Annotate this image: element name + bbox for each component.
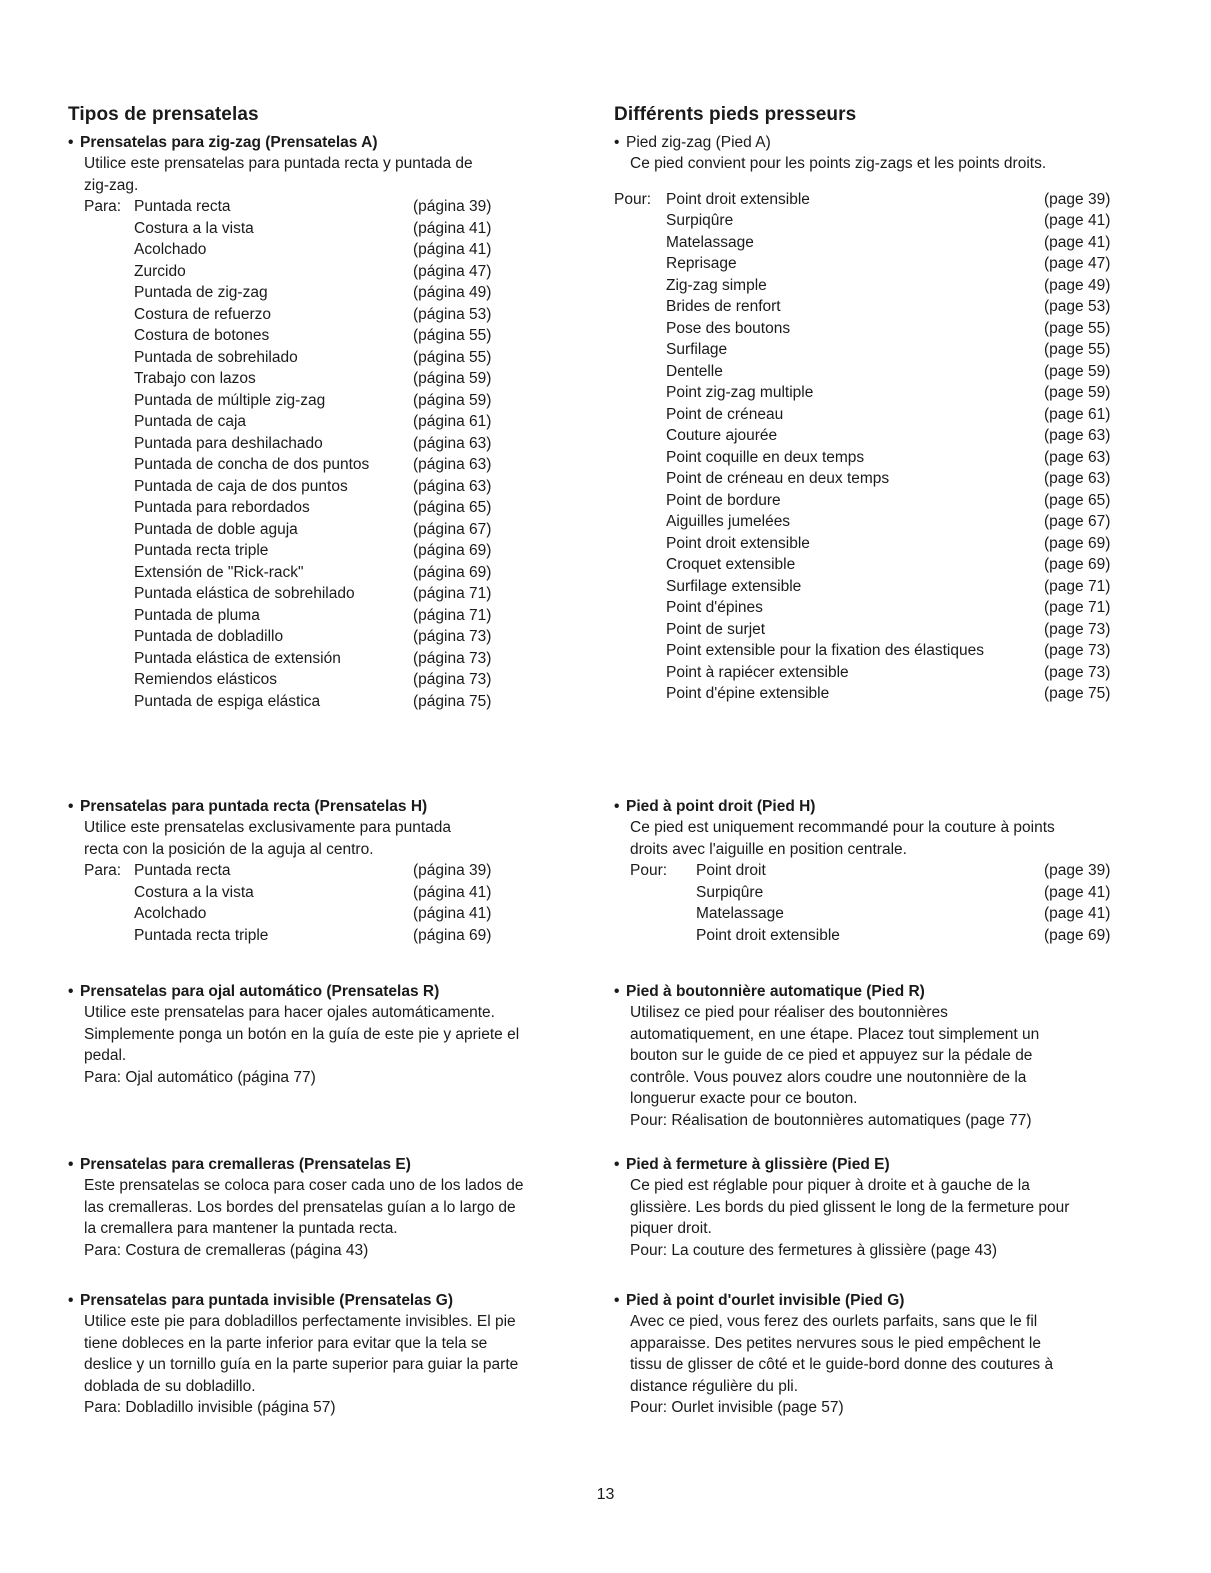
list-indent	[614, 275, 666, 297]
list-indent	[68, 497, 134, 519]
section-fr-r	[614, 981, 1174, 1131]
list-indent	[68, 626, 134, 648]
list-es-h	[68, 860, 598, 946]
page-ref: (page 69)	[1044, 556, 1111, 573]
item-name: Point zig-zag multiple	[666, 384, 814, 401]
list-indent	[614, 683, 666, 705]
list-item	[68, 669, 598, 691]
desc-line: automatiquement, en une étape. Placez tout simplement un	[630, 1025, 1040, 1043]
item-name: Costura a la vista	[134, 219, 254, 237]
item-name: Pose des boutons	[666, 319, 791, 337]
item-name: Point de créneau en deux temps	[666, 470, 890, 487]
list-label: Pour:	[630, 862, 668, 879]
item-name: Zig-zag simple	[666, 276, 767, 294]
section-fr-e	[614, 1154, 1174, 1261]
list-item	[614, 490, 1174, 512]
page-ref: (page 69)	[1044, 926, 1111, 944]
desc-line: Este prensatelas se coloca para coser cada uno de los lados de	[84, 1177, 524, 1194]
desc-es-h	[68, 817, 598, 860]
list-label: Pour:	[614, 190, 652, 208]
page-ref: (page 71)	[1044, 599, 1111, 616]
page-ref: (página 69)	[413, 563, 492, 581]
list-indent	[68, 218, 134, 240]
desc-line: apparaisse. Des petites nervures sous le pied empêchent le	[630, 1334, 1041, 1352]
item-name: Surfilage	[666, 341, 728, 358]
desc-es-e	[68, 1175, 598, 1261]
page-ref: (page 73)	[1044, 620, 1111, 638]
list-indent	[614, 447, 666, 469]
item-name: Matelassage	[666, 233, 754, 251]
page-ref: (page 71)	[1044, 577, 1111, 595]
list-item	[68, 239, 598, 261]
desc-line: pedal.	[84, 1047, 127, 1064]
list-indent	[614, 253, 666, 275]
item-name: Croquet extensible	[666, 556, 796, 573]
desc-line: tiene dobleces en la parte inferior para evitar que la tela se	[84, 1334, 488, 1352]
section-es-r	[68, 981, 598, 1088]
section-fr-a	[614, 132, 1174, 705]
list-indent	[68, 347, 134, 369]
page-ref: (page 59)	[1044, 384, 1111, 401]
item-name: Point de surjet	[666, 620, 766, 638]
list-indent	[68, 261, 134, 283]
item-name: Puntada elástica de extensión	[134, 649, 341, 667]
list-item	[614, 533, 1174, 555]
page-ref: (página 55)	[413, 327, 492, 344]
item-name: Puntada de sobrehilado	[134, 348, 298, 366]
page-ref: (página 41)	[413, 241, 492, 258]
list-indent	[68, 925, 134, 947]
desc-line: Utilisez ce pied pour réaliser des boutonnières	[630, 1004, 948, 1021]
item-name: Acolchado	[134, 241, 207, 258]
page-ref: (página 39)	[413, 198, 492, 215]
list-indent	[68, 476, 134, 498]
list-item	[614, 554, 1174, 576]
list-es-a	[68, 196, 598, 712]
desc-es-g	[68, 1311, 598, 1419]
item-name: Point extensible pour la fixation des élastiques	[666, 642, 984, 659]
list-item	[68, 411, 598, 433]
item-name: Puntada de caja de dos puntos	[134, 477, 348, 495]
list-item	[68, 476, 598, 498]
item-name: Puntada recta triple	[134, 542, 269, 559]
list-indent	[614, 468, 666, 490]
heading-es-r: • Prensatelas para ojal automático (Prensatelas R)	[68, 983, 440, 1000]
page-ref: (page 61)	[1044, 405, 1111, 423]
spanish-column	[68, 104, 598, 1416]
item-name: Point droit	[696, 862, 766, 879]
item-name: Puntada de caja	[134, 413, 247, 430]
desc-line: Utilice este prensatelas para hacer ojales automáticamente.	[84, 1004, 495, 1021]
desc-line: glissière. Les bords du pied glissent le long de la fermeture pour	[630, 1198, 1070, 1216]
list-item	[614, 597, 1174, 619]
list-item	[614, 576, 1174, 598]
page-ref: (página 63)	[413, 434, 492, 452]
section-es-e	[68, 1154, 598, 1261]
item-name: Point de bordure	[666, 491, 781, 509]
list-indent	[614, 554, 666, 576]
page-ref: (página 73)	[413, 649, 492, 667]
list-indent	[68, 519, 134, 541]
page-ref: (page 55)	[1044, 319, 1111, 337]
list-item	[614, 903, 1174, 925]
list-indent	[614, 511, 666, 533]
item-name: Aiguilles jumelées	[666, 513, 791, 530]
list-indent	[68, 605, 134, 627]
desc-fr-r	[614, 1002, 1174, 1131]
page-ref: (page 67)	[1044, 513, 1111, 530]
page-ref: (página 69)	[413, 542, 492, 559]
page-ref: (page 65)	[1044, 491, 1111, 509]
list-item	[614, 189, 1174, 211]
list-indent	[614, 339, 666, 361]
desc-line: Avec ce pied, vous ferez des ourlets parfaits, sans que le fil	[630, 1313, 1038, 1330]
desc-line: Ce pied est réglable pour piquer à droite et à gauche de la	[630, 1177, 1030, 1194]
list-item	[614, 619, 1174, 641]
list-item	[614, 925, 1174, 947]
section-es-h	[68, 796, 598, 946]
page-ref: (página 69)	[413, 926, 492, 944]
list-indent	[614, 533, 666, 555]
page-ref: (page 73)	[1044, 663, 1111, 681]
list-item	[68, 882, 598, 904]
list-item	[614, 210, 1174, 232]
list-indent	[68, 669, 134, 691]
list-indent	[614, 619, 666, 641]
item-name: Costura a la vista	[134, 883, 254, 901]
page-title-es: Tipos de prensatelas	[68, 104, 259, 125]
item-name: Brides de renfort	[666, 298, 781, 315]
page-ref: (página 73)	[413, 671, 492, 688]
item-name: Puntada recta triple	[134, 926, 269, 944]
section-fr-h	[614, 796, 1174, 946]
list-item	[614, 382, 1174, 404]
desc-line: Para: Dobladillo invisible (página 57)	[84, 1399, 336, 1416]
list-item	[614, 296, 1174, 318]
item-name: Acolchado	[134, 905, 207, 922]
heading-fr-r: • Pied à boutonnière automatique (Pied R)	[614, 983, 925, 1000]
list-item	[614, 232, 1174, 254]
list-indent	[68, 390, 134, 412]
item-name: Point droit extensible	[666, 534, 810, 552]
heading-es-a: • Prensatelas para zig-zag (Prensatelas A)	[68, 134, 378, 151]
list-indent	[68, 648, 134, 670]
page-ref: (página 65)	[413, 499, 492, 516]
list-item	[614, 361, 1174, 383]
list-indent	[614, 232, 666, 254]
page-ref: (page 47)	[1044, 255, 1111, 272]
list-indent	[68, 583, 134, 605]
item-name: Matelassage	[696, 905, 784, 922]
page-ref: (página 71)	[413, 585, 492, 602]
list-indent	[68, 433, 134, 455]
list-item	[68, 196, 598, 218]
heading-es-e: • Prensatelas para cremalleras (Prensatelas E)	[68, 1156, 411, 1173]
list-indent	[68, 903, 134, 925]
item-name: Puntada de dobladillo	[134, 628, 284, 645]
desc-fr-g	[614, 1311, 1174, 1419]
list-indent	[614, 597, 666, 619]
page-ref: (página 49)	[413, 284, 492, 301]
item-name: Puntada recta	[134, 198, 231, 215]
page-ref: (page 41)	[1044, 883, 1111, 901]
list-item	[68, 605, 598, 627]
page-ref: (página 53)	[413, 305, 492, 323]
list-item	[68, 540, 598, 562]
list-indent	[68, 239, 134, 261]
item-name: Puntada de concha de dos puntos	[134, 456, 370, 473]
list-indent	[68, 691, 134, 713]
list-item	[614, 662, 1174, 684]
list-indent	[614, 925, 696, 947]
list-indent	[614, 640, 666, 662]
list-item	[614, 253, 1174, 275]
page-ref: (página 63)	[413, 477, 492, 495]
desc-fr-e	[614, 1175, 1174, 1261]
page-ref: (página 71)	[413, 606, 492, 624]
item-name: Reprisage	[666, 255, 737, 272]
desc-line: Simplemente ponga un botón en la guía de este pie y apriete el	[84, 1025, 520, 1043]
item-name: Surpiqûre	[696, 883, 764, 901]
list-item	[68, 218, 598, 240]
section-fr-g	[614, 1290, 1174, 1419]
page-ref: (página 75)	[413, 692, 492, 710]
list-indent	[68, 325, 134, 347]
list-indent	[614, 361, 666, 383]
item-name: Puntada para deshilachado	[134, 434, 323, 452]
list-indent	[614, 296, 666, 318]
item-name: Surfilage extensible	[666, 577, 802, 595]
desc-line: droits avec l'aiguille en position centrale.	[630, 840, 907, 858]
page-ref: (página 67)	[413, 520, 492, 538]
desc-line: Ce pied convient pour les points zig-zags et les points droits.	[630, 155, 1047, 172]
page-number: 13	[596, 1486, 615, 1503]
list-indent	[614, 490, 666, 512]
item-name: Remiendos elásticos	[134, 671, 278, 688]
list-indent	[68, 882, 134, 904]
list-indent	[614, 882, 696, 904]
item-name: Puntada de espiga elástica	[134, 692, 321, 710]
desc-line: tissu de glisser de côté et le guide-bord donne des coutures à	[630, 1356, 1054, 1373]
item-name: Trabajo con lazos	[134, 370, 256, 387]
page-ref: (page 41)	[1044, 905, 1111, 922]
item-name: Point d'épine extensible	[666, 685, 830, 702]
heading-es-g: • Prensatelas para puntada invisible (Prensatelas G)	[68, 1292, 454, 1309]
list-item	[68, 860, 598, 882]
desc-line: Utilice este prensatelas exclusivamente para puntada	[84, 819, 452, 836]
page-ref: (page 63)	[1044, 448, 1111, 466]
item-name: Puntada para rebordados	[134, 499, 310, 516]
page-ref: (page 39)	[1044, 190, 1111, 208]
page-ref: (page 39)	[1044, 862, 1111, 879]
page-ref: (página 55)	[413, 348, 492, 366]
list-item	[68, 390, 598, 412]
item-name: Costura de botones	[134, 327, 270, 344]
item-name: Puntada de zig-zag	[134, 284, 268, 301]
list-indent	[614, 662, 666, 684]
list-indent	[68, 411, 134, 433]
desc-line: contrôle. Vous pouvez alors coudre une noutonnière de la	[630, 1068, 1027, 1086]
list-item	[614, 683, 1174, 705]
item-name: Puntada elástica de sobrehilado	[134, 585, 355, 602]
page-ref: (page 49)	[1044, 276, 1111, 294]
list-item	[68, 325, 598, 347]
list-item	[68, 583, 598, 605]
desc-line: distance régulière du pli.	[630, 1377, 799, 1395]
desc-line: la cremallera para mantener la puntada recta.	[84, 1220, 398, 1237]
heading-fr-h: • Pied à point droit (Pied H)	[614, 798, 816, 815]
heading-fr-a: • Pied zig-zag (Pied A)	[614, 134, 771, 151]
item-name: Couture ajourée	[666, 427, 778, 444]
page-ref: (page 41)	[1044, 212, 1111, 229]
page-ref: (page 59)	[1044, 362, 1111, 380]
page-ref: (page 75)	[1044, 685, 1111, 702]
list-item	[68, 368, 598, 390]
desc-fr-h	[614, 817, 1174, 860]
section-es-a	[68, 132, 598, 712]
list-indent	[614, 576, 666, 598]
desc-line: Ce pied est uniquement recommandé pour la couture à points	[630, 819, 1055, 836]
item-name: Point de créneau	[666, 405, 784, 423]
desc-line: Pour: La couture des fermetures à glissière (page 43)	[630, 1241, 998, 1259]
desc-line: Para: Ojal automático (página 77)	[84, 1068, 316, 1086]
desc-line: Para: Costura de cremalleras (página 43)	[84, 1241, 369, 1259]
item-name: Point droit extensible	[696, 926, 840, 944]
list-indent	[614, 318, 666, 340]
page-ref: (página 63)	[413, 456, 492, 473]
page-ref: (página 39)	[413, 862, 492, 879]
page-ref: (página 41)	[413, 219, 492, 237]
desc-es-a	[68, 153, 598, 196]
item-name: Costura de refuerzo	[134, 305, 271, 323]
list-item	[68, 648, 598, 670]
list-item	[614, 860, 1174, 882]
list-indent	[614, 382, 666, 404]
page-ref: (page 53)	[1044, 298, 1111, 315]
desc-fr-a	[614, 153, 1174, 175]
page-ref: (page 69)	[1044, 534, 1111, 552]
item-name: Point coquille en deux temps	[666, 448, 865, 466]
list-item	[614, 447, 1174, 469]
list-item	[614, 640, 1174, 662]
list-indent	[614, 210, 666, 232]
page-ref: (página 59)	[413, 391, 492, 409]
item-name: Dentelle	[666, 362, 723, 380]
desc-line: Utilice este prensatelas para puntada recta y puntada de	[84, 155, 473, 172]
list-item	[614, 468, 1174, 490]
list-item	[614, 425, 1174, 447]
list-item	[614, 339, 1174, 361]
list-item	[614, 318, 1174, 340]
item-name: Point droit extensible	[666, 190, 810, 208]
list-item	[614, 275, 1174, 297]
list-item	[68, 925, 598, 947]
heading-es-h: • Prensatelas para puntada recta (Prensatelas H)	[68, 798, 428, 815]
list-item	[68, 497, 598, 519]
list-item	[68, 519, 598, 541]
heading-fr-g: • Pied à point d'ourlet invisible (Pied G)	[614, 1292, 905, 1309]
list-label: Para:	[84, 862, 122, 879]
list-indent	[614, 404, 666, 426]
item-name: Surpiqûre	[666, 212, 734, 229]
list-item	[68, 626, 598, 648]
list-indent	[68, 562, 134, 584]
desc-line: deslice y un tornillo guía en la parte superior para guiar la parte	[84, 1356, 519, 1373]
list-item	[614, 882, 1174, 904]
list-indent	[68, 368, 134, 390]
list-item	[614, 404, 1174, 426]
page-ref: (page 63)	[1044, 427, 1111, 444]
list-fr-h	[614, 860, 1174, 946]
desc-line: bouton sur le guide de ce pied et appuyez sur la pédale de	[630, 1047, 1033, 1064]
desc-line: Pour: Réalisation de boutonnières automatiques (page 77)	[630, 1111, 1032, 1129]
page-ref: (page 55)	[1044, 341, 1111, 358]
desc-line: recta con la posición de la aguja al centro.	[84, 840, 374, 858]
french-column	[614, 104, 1174, 1416]
list-label: Para:	[84, 198, 122, 215]
page-ref: (page 73)	[1044, 642, 1111, 659]
desc-line: zig-zag.	[84, 176, 139, 194]
list-item	[68, 691, 598, 713]
item-name: Extensión de "Rick-rack"	[134, 563, 304, 581]
list-item	[68, 454, 598, 476]
page-title-fr: Différents pieds presseurs	[614, 104, 857, 125]
page-ref: (página 59)	[413, 370, 492, 387]
list-fr-a	[614, 189, 1174, 705]
list-indent	[614, 903, 696, 925]
item-name: Puntada de pluma	[134, 606, 260, 624]
item-name: Zurcido	[134, 262, 186, 280]
list-item	[68, 261, 598, 283]
page-ref: (página 41)	[413, 905, 492, 922]
desc-line: doblada de su dobladillo.	[84, 1377, 256, 1395]
page-ref: (page 41)	[1044, 233, 1111, 251]
desc-line: Utilice este pie para dobladillos perfectamente invisibles. El pie	[84, 1313, 516, 1330]
item-name: Puntada de múltiple zig-zag	[134, 391, 326, 409]
page-ref: (página 73)	[413, 628, 492, 645]
page-ref: (página 41)	[413, 883, 492, 901]
item-name: Point d'épines	[666, 599, 763, 616]
list-indent	[68, 304, 134, 326]
desc-line: Pour: Ourlet invisible (page 57)	[630, 1399, 844, 1416]
list-item	[68, 562, 598, 584]
list-item	[68, 282, 598, 304]
desc-line: piquer droit.	[630, 1220, 712, 1237]
list-indent	[68, 540, 134, 562]
list-indent	[68, 454, 134, 476]
page-ref: (page 63)	[1044, 470, 1111, 487]
item-name: Puntada recta	[134, 862, 231, 879]
desc-line: las cremalleras. Los bordes del prensatelas guían a lo largo de	[84, 1198, 516, 1216]
list-item	[68, 304, 598, 326]
item-name: Point à rapiécer extensible	[666, 663, 849, 681]
desc-es-r	[68, 1002, 598, 1088]
item-name: Puntada de doble aguja	[134, 520, 298, 538]
list-indent	[614, 425, 666, 447]
list-item	[614, 511, 1174, 533]
list-item	[68, 347, 598, 369]
section-es-g	[68, 1290, 598, 1419]
list-item	[68, 433, 598, 455]
desc-line: longuerur exacte pour ce bouton.	[630, 1090, 858, 1107]
heading-fr-e: • Pied à fermeture à glissière (Pied E)	[614, 1156, 890, 1173]
list-item	[68, 903, 598, 925]
page-ref: (página 47)	[413, 262, 492, 280]
page-ref: (página 61)	[413, 413, 492, 430]
list-indent	[68, 282, 134, 304]
